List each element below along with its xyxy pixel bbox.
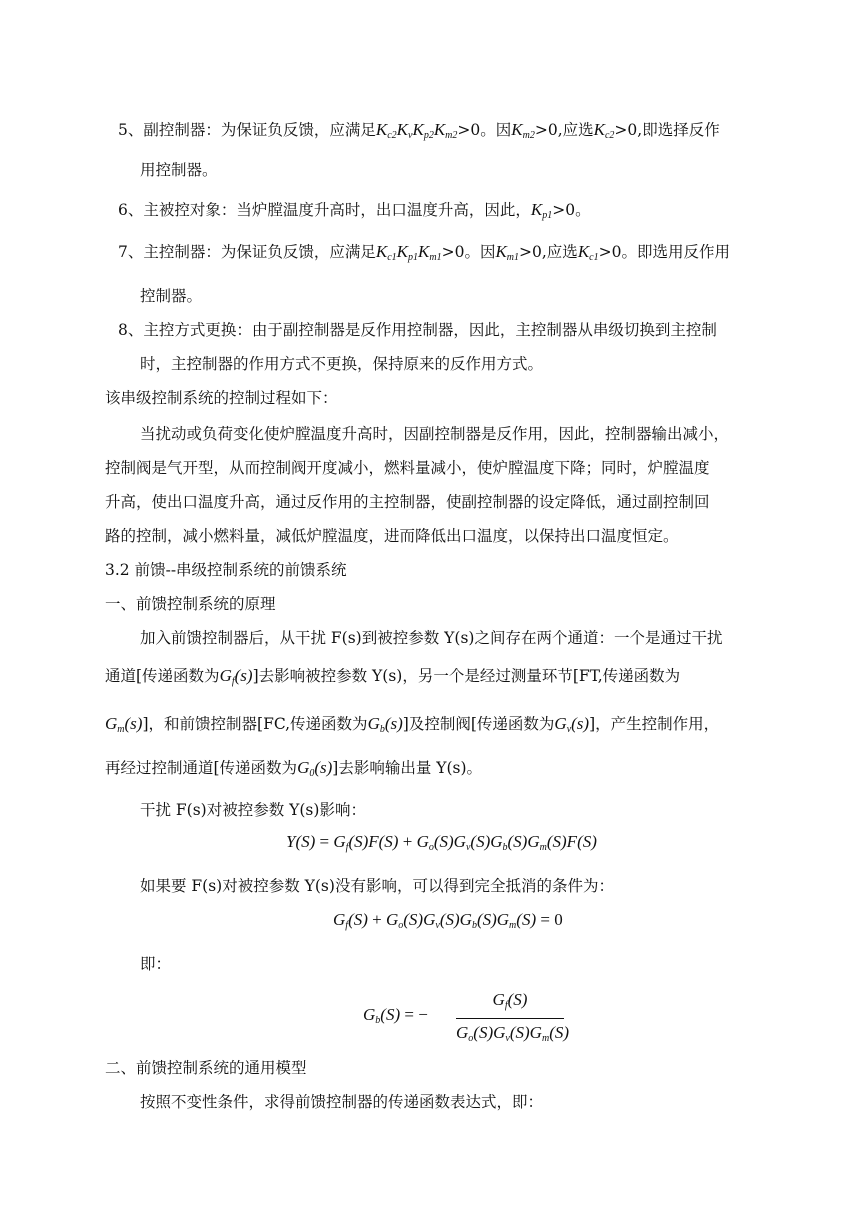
disturbance-text: 干扰 F(s)对被控参数 Y(s)影响： <box>140 801 366 819</box>
expr-km2: $K_{m2}$ <box>511 120 535 141</box>
expr-g0-s: $G_0(s)$ <box>297 758 333 779</box>
expr-kc1-kp1-km1: $K_{c1}K_{p1}K_{m1}$ <box>375 242 442 263</box>
item-5-line-1: 5、副控制器：为保证负反馈，应满足$K_{c2}K_vK_{p2}K_{m2}>0$。因$K_{m2}>0$,应选$K_{c2}>0$,即选择反作 <box>118 120 720 141</box>
principle-line-4: 再经过控制通道[传递函数为$G_0(s)$]去影响输出量 Y(s)。 <box>105 758 483 779</box>
item-5-line-2: 用控制器。 <box>140 161 218 179</box>
item-6: 6、主被控对象：当炉膛温度升高时，出口温度升高，因此，$K_{p1}>0$。 <box>118 200 591 221</box>
fraction-denominator: $G_o(S)G_v(S)G_m(S)$ <box>456 1023 570 1044</box>
ji-label: 即： <box>140 955 172 973</box>
fraction-numerator: $G_f(S)$ <box>492 990 528 1011</box>
expr-km1: $K_{m1}$ <box>495 242 520 263</box>
item-8-line-1: 8、主控方式更换：由于副控制器是反作用控制器，因此，主控制器从串级切换到主控制 <box>118 321 717 339</box>
model-text: 按照不变性条件，求得前馈控制器的传递函数表达式，即： <box>140 1093 544 1111</box>
expr-gb-s: $G_b(s)$ <box>367 714 403 735</box>
process-line-2: 控制阀是气开型，从而控制阀开度减小，燃料量减小，使炉膛温度下降；同时，炉膛温度 <box>105 459 710 477</box>
item-8-line-2: 时，主控制器的作用方式不更换，保持原来的反作用方式。 <box>140 355 544 373</box>
subsection-heading-model: 二、前馈控制系统的通用模型 <box>105 1059 307 1077</box>
expr-kc2: $K_{c2}$ <box>593 120 615 141</box>
section-heading-3-2: 3.2 前馈--串级控制系统的前馈系统 <box>105 561 347 579</box>
equation-gb-fraction <box>456 990 570 1046</box>
equation-output-response: $Y(S) = G_f(S)F(S) + G_o(S)G_v(S)G_b(S)G_m(S)F(S)$ <box>286 832 597 853</box>
expr-gm-s: $G_m(s)$ <box>105 714 143 735</box>
process-line-1: 当扰动或负荷变化使炉膛温度升高时，因副控制器是反作用，因此，控制器输出减小， <box>140 425 730 443</box>
equation-cancel-condition: $G_f(S) + G_o(S)G_v(S)G_b(S)G_m(S) = 0$ <box>333 910 563 931</box>
process-line-4: 路的控制，减小燃料量，减低炉膛温度，进而降低出口温度，以保持出口温度恒定。 <box>105 527 679 545</box>
item-7-line-2: 控制器。 <box>140 287 203 305</box>
subsection-heading-principle: 一、前馈控制系统的原理 <box>105 595 276 613</box>
principle-line-3: $G_m(s)$]，和前馈控制器[FC,传递函数为$G_b(s)$]及控制阀[传递函数为$G_v(s)$]，产生控制作用， <box>105 714 720 735</box>
cancel-condition-text: 如果要 F(s)对被控参数 Y(s)没有影响，可以得到完全抵消的条件为： <box>140 877 614 895</box>
fraction-bar <box>456 1018 564 1019</box>
expr-kp1: $K_{p1}$ <box>530 200 553 221</box>
expr-kc2-kv-kp2-km2: $K_{c2}K_vK_{p2}K_{m2}$ <box>375 120 458 141</box>
process-line-3: 升高，使出口温度升高，通过反作用的主控制器，使副控制器的设定降低，通过副控制回 <box>105 493 710 511</box>
equation-gb-lhs: $G_b(S)$ = − <box>363 1005 428 1026</box>
expr-gf-s: $G_f(s)$ <box>219 666 253 687</box>
principle-line-2: 通道[传递函数为$G_f(s)$]去影响被控参数 Y(s)，另一个是经过测量环节[FT,传递函数为 <box>105 666 681 687</box>
expr-kc1: $K_{c1}$ <box>577 242 599 263</box>
expr-gv-s: $G_v(s)$ <box>554 714 590 735</box>
principle-line-1: 加入前馈控制器后，从干扰 F(s)到被控参数 Y(s)之间存在两个通道：一个是通过干扰 <box>140 629 723 647</box>
process-intro: 该串级控制系统的控制过程如下： <box>105 389 338 407</box>
item-7-line-1: 7、主控制器：为保证负反馈，应满足$K_{c1}K_{p1}K_{m1}>0$。因$K_{m1}>0$,应选$K_{c1}>0$。即选用反作用 <box>118 242 730 263</box>
